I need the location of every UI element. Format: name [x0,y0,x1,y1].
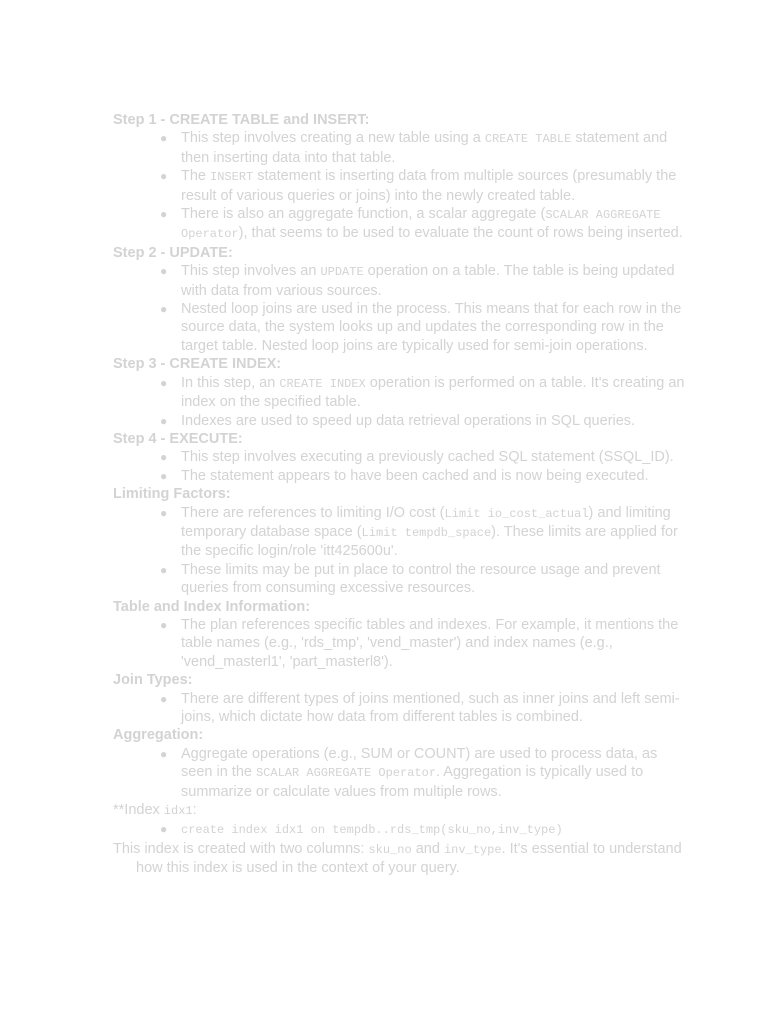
bullet-icon: ● [160,468,168,483]
index-code-list [113,820,688,839]
bullet-icon: ● [160,207,168,222]
list-item: ● Indexes are used to speed up data retrieval operations in SQL queries. [160,412,636,429]
step2-list [113,262,688,355]
step1-list [113,129,688,243]
list-item: ● There are references to limiting I/O cost (Limit io_cost_actual) and limiting temporary database space (Limit tempdb_space). These limits are applied for the specific login/role 'itt425600u'. [160,504,678,560]
bullet-icon: ● [160,562,168,577]
step3-list [113,374,688,430]
list-item: ● There is also an aggregate function, a scalar aggregate (SCALAR AGGREGATE Operator), that seems to be used to evaluate the count of rows being inserted. [160,206,683,242]
step3-heading: Step 3 - CREATE INDEX: [113,356,282,373]
bullet-icon: ● [160,617,168,632]
bullet-icon: ● [160,691,168,706]
join-types-heading: Join Types: [113,672,193,689]
list-item: ● Nested loop joins are used in the process. This means that for each row in the source data, the system looks up and updates the corresponding row in the target table. Nested loop joins are typically used for semi-join operations. [160,301,682,354]
index-heading: **Index idx1: [113,802,197,819]
index-paragraph: This index is created with two columns: sku_no and inv_type. It's essential to understand how this index is used in the context of your query. [113,840,682,877]
join-types-list [113,690,688,727]
bullet-icon: ● [160,264,168,279]
step4-heading: Step 4 - EXECUTE: [113,430,243,447]
bullet-icon: ● [160,413,168,428]
list-item: ● The plan references specific tables and indexes. For example, it mentions the table names (e.g., 'rds_tmp', 'vend_master') and index names (e.g., 'vend_masterl1', 'part_masterl8'). [160,616,679,670]
step1-heading: Step 1 - CREATE TABLE and INSERT: [113,112,370,128]
inline-code: sku_no [368,842,412,857]
list-item: ● This step involves an UPDATE operation on a table. The table is being updated with data from various sources. [160,263,675,299]
inline-code: inv_type [443,842,502,857]
list-item: ● The statement appears to have been cached and is now being executed. [160,467,649,484]
bullet-icon: ● [160,302,168,317]
bullet-icon: ● [160,450,168,465]
bullet-icon: ● [160,746,168,761]
list-item: ● This step involves executing a previously cached SQL statement (SSQL_ID). [160,449,674,466]
inline-code: UPDATE [320,265,364,280]
list-item: ● The INSERT statement is inserting data from multiple sources (presumably the result of various queries or joins) into the newly created table. [160,168,677,204]
code-line: create index idx1 on tempdb..rds_tmp(sku_no,inv_type) [181,823,563,838]
step4-list [113,448,688,485]
limiting-factors-heading: Limiting Factors: [113,486,231,503]
table-index-list [113,616,688,671]
inline-code: SCALAR AGGREGATE Operator [255,766,437,781]
inline-code: INSERT [210,170,254,185]
list-item: ● Aggregate operations (e.g., SUM or COUNT) are used to process data, as seen in the SCALAR AGGREGATE Operator. Aggregation is typically used to summarize or calculate values from multiple rows. [160,745,658,800]
inline-code: CREATE TABLE [484,132,572,147]
inline-code: Limit io_cost_actual [444,506,589,521]
list-item: ● There are different types of joins mentioned, such as inner joins and left semi-joins, which dictate how data from different tables is combined. [160,690,680,725]
list-item: ● This step involves creating a new table using a CREATE TABLE statement and then inserting data into that table. [160,130,668,166]
aggregation-list [113,745,688,801]
inline-code: SCALAR AGGREGATE Operator [181,208,661,242]
step2-heading: Step 2 - UPDATE: [113,244,233,261]
list-item: ● These limits may be put in place to control the resource usage and prevent queries from consuming excessive resources. [160,561,661,597]
bullet-icon: ● [160,131,168,146]
bullet-icon: ● [160,375,168,390]
table-index-heading: Table and Index Information: [113,598,311,615]
bullet-icon: ● [160,169,168,184]
bullet-icon: ● [160,505,168,520]
inline-code: idx1 [163,804,193,819]
limiting-factors-list [113,504,688,598]
list-item: ● In this step, an CREATE INDEX operation is performed on a table. It's creating an index on the specified table. [160,374,685,411]
inline-code: Limit tempdb_space [361,525,492,540]
bullet-icon: ● [160,822,168,837]
inline-code: CREATE INDEX [279,376,366,391]
list-item [160,820,688,839]
aggregation-heading: Aggregation: [113,727,204,744]
document-body [113,111,688,878]
